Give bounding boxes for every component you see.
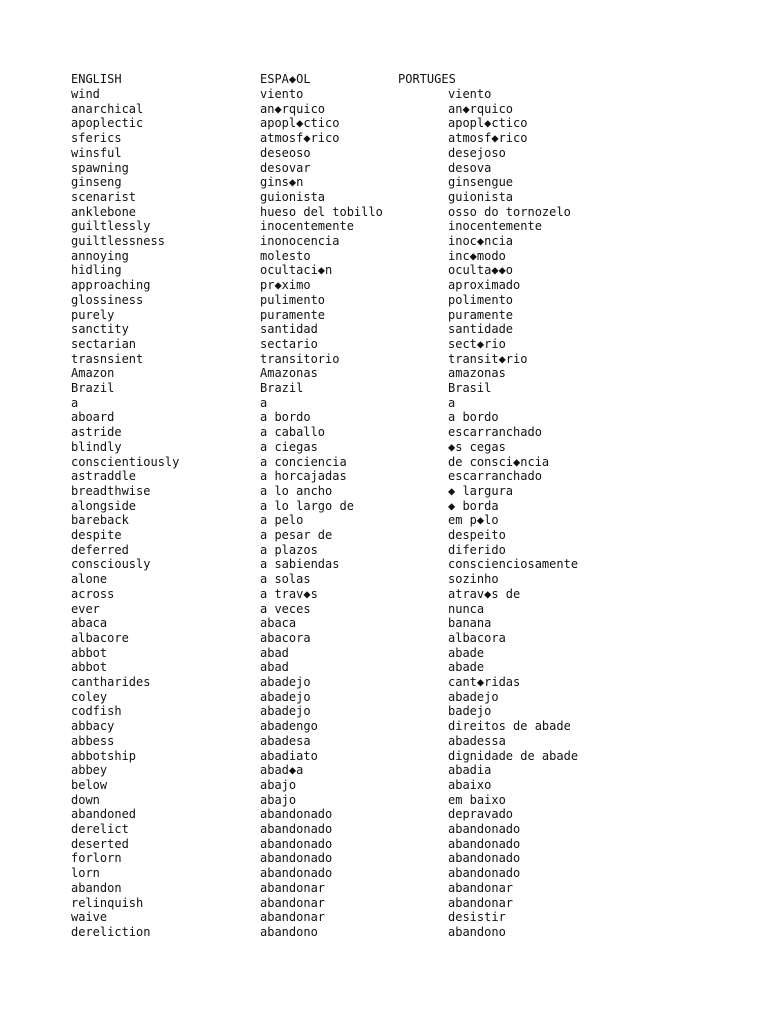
word-spanish: apopl◆ctico (260, 116, 340, 131)
table-row (0, 366, 768, 381)
word-spanish: a lo largo de (260, 498, 354, 513)
word-portuguese: despeito (448, 528, 506, 542)
word-portuguese: direitos de abade (448, 719, 571, 734)
word-english: ginseng (71, 175, 122, 190)
table-row (0, 631, 768, 646)
word-portuguese: abade (448, 645, 485, 660)
word-portuguese: abadejo (448, 689, 499, 704)
word-english: albacore (71, 630, 129, 645)
word-english: abbacy (71, 719, 115, 734)
word-portuguese: dignidade de abade (448, 748, 579, 763)
word-portuguese: albacora (448, 630, 506, 645)
word-portuguese: Brasil (448, 381, 492, 395)
word-english: aboard (71, 410, 115, 425)
word-english: deserted (71, 836, 129, 851)
word-portuguese: atmosf◆rico (448, 131, 528, 146)
word-portuguese: desova (448, 160, 492, 175)
word-portuguese: atrav◆s de (448, 586, 521, 601)
table-row (0, 308, 768, 323)
table-row (0, 763, 768, 778)
table-row (0, 807, 768, 822)
word-spanish: a conciencia (260, 454, 347, 469)
word-spanish: a trav◆s (260, 586, 318, 601)
word-portuguese: santidade (448, 322, 514, 337)
table-row (0, 660, 768, 675)
word-english: cantharides (71, 675, 151, 689)
word-portuguese: transit◆rio (448, 351, 528, 366)
word-spanish: transitorio (260, 351, 340, 366)
word-english: forlorn (71, 851, 122, 866)
word-english: abandoned (71, 807, 137, 822)
word-portuguese: banana (448, 616, 492, 631)
word-portuguese: an◆rquico (448, 101, 514, 116)
word-portuguese: a (448, 395, 456, 410)
word-english: derelict (71, 822, 129, 836)
word-portuguese: abandonar (448, 895, 514, 910)
table-row (0, 102, 768, 117)
word-spanish: abad (260, 645, 289, 660)
word-english: breadthwise (71, 483, 151, 498)
word-english: Amazon (71, 366, 115, 381)
word-english: sanctity (71, 322, 129, 337)
word-english: a (71, 395, 79, 410)
word-spanish: a plazos (260, 542, 318, 557)
word-english: scenarist (71, 189, 137, 204)
word-english: winsful (71, 145, 122, 160)
table-row (0, 278, 768, 293)
table-row (0, 543, 768, 558)
table-row (0, 822, 768, 837)
word-portuguese: abade (448, 660, 485, 675)
word-english: wind (71, 87, 100, 101)
word-english: annoying (71, 248, 129, 263)
table-row (0, 528, 768, 543)
word-english: alone (71, 572, 108, 587)
word-spanish: hueso del tobillo (260, 204, 383, 219)
word-portuguese: diferido (448, 542, 506, 557)
word-portuguese: abaixo (448, 777, 492, 792)
word-spanish: abadengo (260, 719, 318, 734)
table-row (0, 675, 768, 690)
word-spanish: sectario (260, 336, 318, 351)
word-spanish: abadiato (260, 748, 318, 763)
word-spanish: Amazonas (260, 366, 318, 381)
word-english: abbotship (71, 748, 137, 763)
word-english: waive (71, 910, 108, 925)
table-row (0, 749, 768, 764)
word-english: abbess (71, 733, 115, 748)
header-spanish: ESPA◆OL (260, 72, 311, 86)
table-row (0, 190, 768, 205)
table-row (0, 837, 768, 852)
word-spanish: abandonado (260, 851, 333, 866)
word-spanish: viento (260, 87, 304, 101)
word-spanish: abajo (260, 777, 297, 792)
table-row (0, 205, 768, 220)
table-row (0, 396, 768, 411)
word-portuguese: abandono (448, 924, 506, 939)
word-spanish: abadejo (260, 704, 311, 719)
word-english: consciously (71, 557, 151, 572)
word-spanish: a ciegas (260, 439, 318, 454)
word-english: abbot (71, 645, 108, 660)
word-english: abbot (71, 660, 108, 675)
table-row (0, 866, 768, 881)
table-row (0, 175, 768, 190)
table-row (0, 337, 768, 352)
word-spanish: abandonado (260, 866, 333, 881)
word-portuguese: sect◆rio (448, 336, 506, 351)
word-english: anklebone (71, 204, 137, 219)
word-english: alongside (71, 498, 137, 513)
table-row (0, 778, 768, 793)
word-english: deferred (71, 542, 129, 557)
table-row (0, 146, 768, 161)
word-portuguese: apopl◆ctico (448, 116, 528, 131)
word-portuguese: inocentemente (448, 219, 542, 234)
word-portuguese: ◆ borda (448, 498, 499, 513)
header-portuguese: PORTUGES (398, 72, 456, 86)
word-english: abbey (71, 763, 108, 778)
word-spanish: abacora (260, 630, 311, 645)
table-row (0, 499, 768, 514)
table-row (0, 646, 768, 661)
table-row (0, 734, 768, 749)
word-spanish: a veces (260, 601, 311, 616)
word-english: astraddle (71, 469, 137, 484)
word-spanish: abandonar (260, 880, 326, 895)
table-row (0, 851, 768, 866)
word-portuguese: abandonado (448, 851, 521, 866)
table-row (0, 704, 768, 719)
word-spanish: abad◆a (260, 763, 304, 778)
table-row (0, 896, 768, 911)
word-portuguese: nunca (448, 601, 485, 616)
header-row (0, 72, 768, 87)
word-portuguese: abadia (448, 763, 492, 778)
word-portuguese: abandonado (448, 866, 521, 881)
word-english: guiltlessness (71, 234, 165, 248)
word-spanish: santidad (260, 322, 318, 337)
word-english: sferics (71, 131, 122, 146)
word-english: astride (71, 425, 122, 440)
word-spanish: a horcajadas (260, 469, 347, 484)
table-row (0, 793, 768, 808)
word-spanish: pr◆ximo (260, 278, 311, 293)
word-spanish: abaca (260, 616, 297, 631)
word-english: below (71, 777, 108, 792)
word-portuguese: polimento (448, 292, 514, 307)
word-portuguese: escarranchado (448, 425, 542, 440)
word-portuguese: ◆s cegas (448, 439, 506, 454)
word-spanish: Brazil (260, 381, 304, 395)
word-spanish: abandono (260, 924, 318, 939)
word-english: hidling (71, 263, 122, 278)
word-portuguese: em p◆lo (448, 513, 499, 528)
word-portuguese: abandonado (448, 836, 521, 851)
word-spanish: ocultaci◆n (260, 263, 333, 278)
table-row (0, 469, 768, 484)
word-portuguese: em baixo (448, 792, 506, 807)
word-english: spawning (71, 160, 129, 175)
word-portuguese: inoc◆ncia (448, 234, 514, 248)
word-portuguese: abandonar (448, 880, 514, 895)
word-portuguese: a bordo (448, 410, 499, 425)
word-portuguese: guionista (448, 189, 514, 204)
word-english: Brazil (71, 381, 115, 395)
word-portuguese: ◆ largura (448, 483, 514, 498)
word-spanish: a lo ancho (260, 483, 333, 498)
word-spanish: desovar (260, 160, 311, 175)
word-english: dereliction (71, 924, 151, 939)
table-row (0, 87, 768, 102)
word-spanish: a pesar de (260, 528, 333, 542)
header-english: ENGLISH (71, 72, 122, 86)
word-portuguese: ginsengue (448, 175, 514, 190)
word-portuguese: desistir (448, 910, 506, 925)
word-spanish: inocentemente (260, 219, 354, 234)
table-row (0, 161, 768, 176)
word-spanish: abad (260, 660, 289, 675)
table-row (0, 131, 768, 146)
word-spanish: deseoso (260, 145, 311, 160)
word-spanish: abadesa (260, 733, 311, 748)
word-portuguese: desejoso (448, 145, 506, 160)
word-portuguese: abandonado (448, 822, 521, 836)
table-row (0, 116, 768, 131)
word-spanish: pulimento (260, 292, 326, 307)
word-spanish: a solas (260, 572, 311, 587)
word-portuguese: abadessa (448, 733, 506, 748)
word-english: anarchical (71, 101, 144, 116)
word-english: guiltlessly (71, 219, 151, 234)
word-spanish: puramente (260, 307, 326, 322)
table-row (0, 249, 768, 264)
word-english: relinquish (71, 895, 144, 910)
word-english: purely (71, 307, 115, 322)
word-portuguese: osso do tornozelo (448, 204, 571, 219)
word-english: blindly (71, 439, 122, 454)
word-portuguese: badejo (448, 704, 492, 719)
word-portuguese: sozinho (448, 572, 499, 587)
word-spanish: abandonar (260, 895, 326, 910)
word-spanish: an◆rquico (260, 101, 326, 116)
word-portuguese: conscienciosamente (448, 557, 579, 572)
word-english: abaca (71, 616, 108, 631)
table-row (0, 425, 768, 440)
word-spanish: abandonar (260, 910, 326, 925)
table-row (0, 293, 768, 308)
table-row (0, 602, 768, 617)
word-english: apoplectic (71, 116, 144, 131)
word-portuguese: oculta◆◆o (448, 263, 514, 278)
table-row (0, 484, 768, 499)
table-row (0, 557, 768, 572)
word-english: glossiness (71, 292, 144, 307)
table-row (0, 234, 768, 249)
table-row (0, 925, 768, 940)
word-english: despite (71, 528, 122, 542)
word-portuguese: cant◆ridas (448, 675, 521, 689)
word-english: coley (71, 689, 108, 704)
word-english: trasnsient (71, 351, 144, 366)
table-row (0, 440, 768, 455)
word-spanish: a sabiendas (260, 557, 340, 572)
word-spanish: inonocencia (260, 234, 340, 248)
word-spanish: a bordo (260, 410, 311, 425)
table-row (0, 381, 768, 396)
table-row (0, 322, 768, 337)
word-english: sectarian (71, 336, 137, 351)
word-english: ever (71, 601, 100, 616)
table-row (0, 352, 768, 367)
word-english: lorn (71, 866, 100, 881)
word-spanish: abadejo (260, 675, 311, 689)
word-spanish: abandonado (260, 836, 333, 851)
word-spanish: a (260, 395, 268, 410)
word-spanish: gins◆n (260, 175, 304, 190)
word-portuguese: aproximado (448, 278, 521, 293)
word-spanish: guionista (260, 189, 326, 204)
table-row (0, 219, 768, 234)
word-spanish: molesto (260, 248, 311, 263)
table-row (0, 881, 768, 896)
word-english: conscientiously (71, 454, 180, 469)
table-row (0, 513, 768, 528)
word-spanish: abadejo (260, 689, 311, 704)
word-english: across (71, 586, 115, 601)
word-spanish: a pelo (260, 513, 304, 528)
word-english: down (71, 792, 100, 807)
word-spanish: atmosf◆rico (260, 131, 340, 146)
table-row (0, 690, 768, 705)
word-english: codfish (71, 704, 122, 719)
word-english: approaching (71, 278, 151, 293)
table-row (0, 719, 768, 734)
word-portuguese: puramente (448, 307, 514, 322)
table-row (0, 587, 768, 602)
word-spanish: abandonado (260, 822, 333, 836)
table-row (0, 263, 768, 278)
word-spanish: a caballo (260, 425, 326, 440)
word-spanish: abajo (260, 792, 297, 807)
word-portuguese: viento (448, 87, 492, 101)
table-row (0, 910, 768, 925)
table-row (0, 410, 768, 425)
word-portuguese: escarranchado (448, 469, 542, 484)
table-row (0, 572, 768, 587)
word-portuguese: depravado (448, 807, 514, 822)
word-english: abandon (71, 880, 122, 895)
word-spanish: abandonado (260, 807, 333, 822)
word-portuguese: de consci◆ncia (448, 454, 550, 469)
table-row (0, 455, 768, 470)
word-portuguese: inc◆modo (448, 248, 506, 263)
table-row (0, 616, 768, 631)
word-portuguese: amazonas (448, 366, 506, 381)
word-english: bareback (71, 513, 129, 528)
